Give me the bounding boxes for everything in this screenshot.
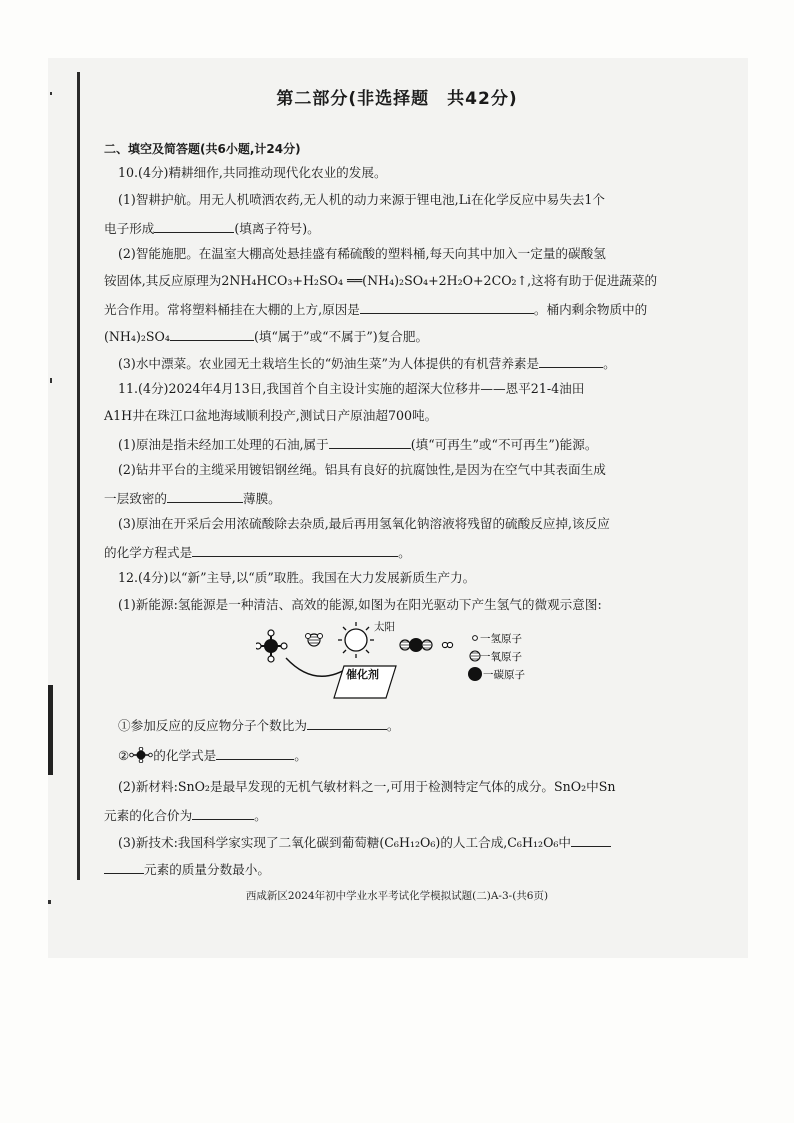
text: (3)新技术:我国科学家实现了二氧化碳到葡萄糖(C₆H₁₂O₆)的人工合成,C₆H₁₂O₆中 — [118, 835, 572, 850]
q11-stem-line1: 11.(4分)2024年4月13日,我国首个自主设计实施的超深大位移井——恩平21-4油田 — [118, 381, 585, 396]
sun-icon — [338, 622, 374, 658]
text: 元素的质量分数最小。 — [144, 862, 270, 877]
page-footer: 西咸新区2024年初中学业水平考试化学模拟试题(二)A-3-(共6页) — [245, 890, 549, 902]
q12-sub1 — [118, 716, 400, 734]
legend-hydrogen: 一氢原子 — [480, 633, 522, 645]
methane-molecule-icon — [129, 747, 153, 763]
text: 。 — [398, 545, 411, 560]
answer-blank-q10-3[interactable] — [170, 327, 254, 341]
answer-blank-q12-4-cont[interactable] — [104, 860, 144, 874]
page-title: 第二部分(非选择题 共42分) — [276, 89, 518, 109]
carbon-dioxide-molecule-icon — [400, 638, 432, 652]
q10-part1-line2 — [104, 219, 320, 237]
answer-blank-q10-4[interactable] — [539, 354, 603, 368]
methane-molecule-icon — [256, 630, 287, 662]
answer-blank-q10-1[interactable] — [154, 219, 234, 233]
section-heading: 二、填空及简答题(共6小题,计24分) — [104, 142, 301, 156]
q12-part3-line1 — [118, 833, 611, 851]
q11-part3-line2 — [104, 543, 411, 561]
margin-rule — [77, 72, 80, 880]
hydrogen-molecule-icon — [442, 642, 452, 647]
q11-part2-line2 — [104, 489, 281, 507]
text: (填离子符号)。 — [234, 221, 320, 236]
catalyst-label: 催化剂 — [346, 668, 379, 681]
answer-blank-q11-1[interactable] — [329, 435, 411, 449]
q12-part3-line2 — [104, 860, 270, 878]
text: 的化学式是 — [153, 748, 217, 763]
hydrogen-production-diagram — [256, 618, 576, 708]
water-molecule-icon — [306, 634, 323, 647]
text: ② — [118, 748, 130, 763]
text: 。桶内剩余物质中的 — [533, 302, 648, 317]
text: (3)水中漂菜。农业园无土栽培生长的“奶油生菜”为人体提供的有机营养素是 — [118, 356, 540, 371]
q12-part2-line2 — [104, 806, 267, 824]
text: 。 — [386, 718, 400, 733]
answer-blank-q12-1[interactable] — [307, 716, 387, 730]
q10-part2-line3 — [104, 300, 647, 318]
scan-mark — [50, 378, 52, 383]
answer-blank-q11-3[interactable] — [192, 543, 398, 557]
text: ①参加反应的反应物分子个数比为 — [118, 718, 307, 733]
answer-blank-q12-2[interactable] — [216, 746, 294, 760]
q12-part2-line1: (2)新材料:SnO₂是最早发现的无机气敏材料之一,可用于检测特定气体的成分。SnO₂中Sn — [118, 779, 616, 794]
answer-blank-q10-2[interactable] — [360, 300, 534, 314]
q11-part1 — [118, 435, 597, 453]
text: 一层致密的 — [104, 491, 167, 506]
text: 的化学方程式是 — [104, 545, 193, 560]
sun-label: 太阳 — [374, 621, 395, 633]
text: 。 — [294, 748, 307, 763]
q10-part2-line2: 铵固体,其反应原理为2NH₄HCO₃+H₂SO₄ ══(NH₄)₂SO₄+2H₂O+2CO₂↑,这将有助于促进蔬菜的 — [104, 273, 658, 288]
text: 。 — [254, 808, 267, 823]
text: (填“属于”或“不属于”)复合肥。 — [253, 329, 429, 344]
text: (NH₄)₂SO₄ — [104, 329, 170, 344]
q10-part1-line1: (1)智耕护航。用无人机喷洒农药,无人机的动力来源于锂电池,Li在化学反应中易失去1个 — [118, 192, 606, 207]
q10-stem: 10.(4分)精耕细作,共同推动现代化农业的发展。 — [118, 165, 387, 180]
text: (1)原油是指未经加工处理的石油,属于 — [118, 437, 329, 452]
q10-part3 — [118, 354, 616, 372]
text: 光合作用。常将塑料桶挂在大棚的上方,原因是 — [104, 302, 360, 317]
q11-part2-line1: (2)钻井平台的主缆采用镀铝钢丝绳。铝具有良好的抗腐蚀性,是因为在空气中其表面生成 — [118, 462, 606, 477]
q11-stem-line2: A1H井在珠江口盆地海域顺利投产,测试日产原油超700吨。 — [104, 408, 438, 423]
legend-carbon: 一碳原子 — [483, 669, 525, 681]
q10-part2-line4 — [104, 327, 428, 345]
legend — [468, 632, 525, 681]
q12-sub2 — [118, 746, 307, 764]
text: 薄膜。 — [242, 491, 281, 506]
q12-stem: 12.(4分)以“新”主导,以“质”取胜。我国在大力发展新质生产力。 — [118, 570, 476, 585]
text: (填“可再生”或“不可再生”)能源。 — [410, 437, 598, 452]
answer-blank-q11-2[interactable] — [167, 489, 243, 503]
answer-blank-q12-3[interactable] — [192, 806, 254, 820]
text: 电子形成 — [104, 221, 155, 236]
q11-part3-line1: (3)原油在开采后会用浓硫酸除去杂质,最后再用氢氧化钠溶液将残留的硫酸反应掉,该反应 — [118, 516, 610, 531]
legend-oxygen: 一氧原子 — [480, 651, 522, 663]
margin-bar — [48, 685, 53, 775]
text: 元素的化合价为 — [104, 808, 193, 823]
text: 。 — [603, 356, 616, 371]
answer-blank-q12-4[interactable] — [571, 833, 611, 847]
q12-part1: (1)新能源:氢能源是一种清洁、高效的能源,如图为在阳光驱动下产生氢气的微观示意图: — [118, 597, 602, 612]
q10-part2-line1: (2)智能施肥。在温室大棚高处悬挂盛有稀硫酸的塑料桶,每天向其中加入一定量的碳酸氢 — [118, 246, 606, 261]
